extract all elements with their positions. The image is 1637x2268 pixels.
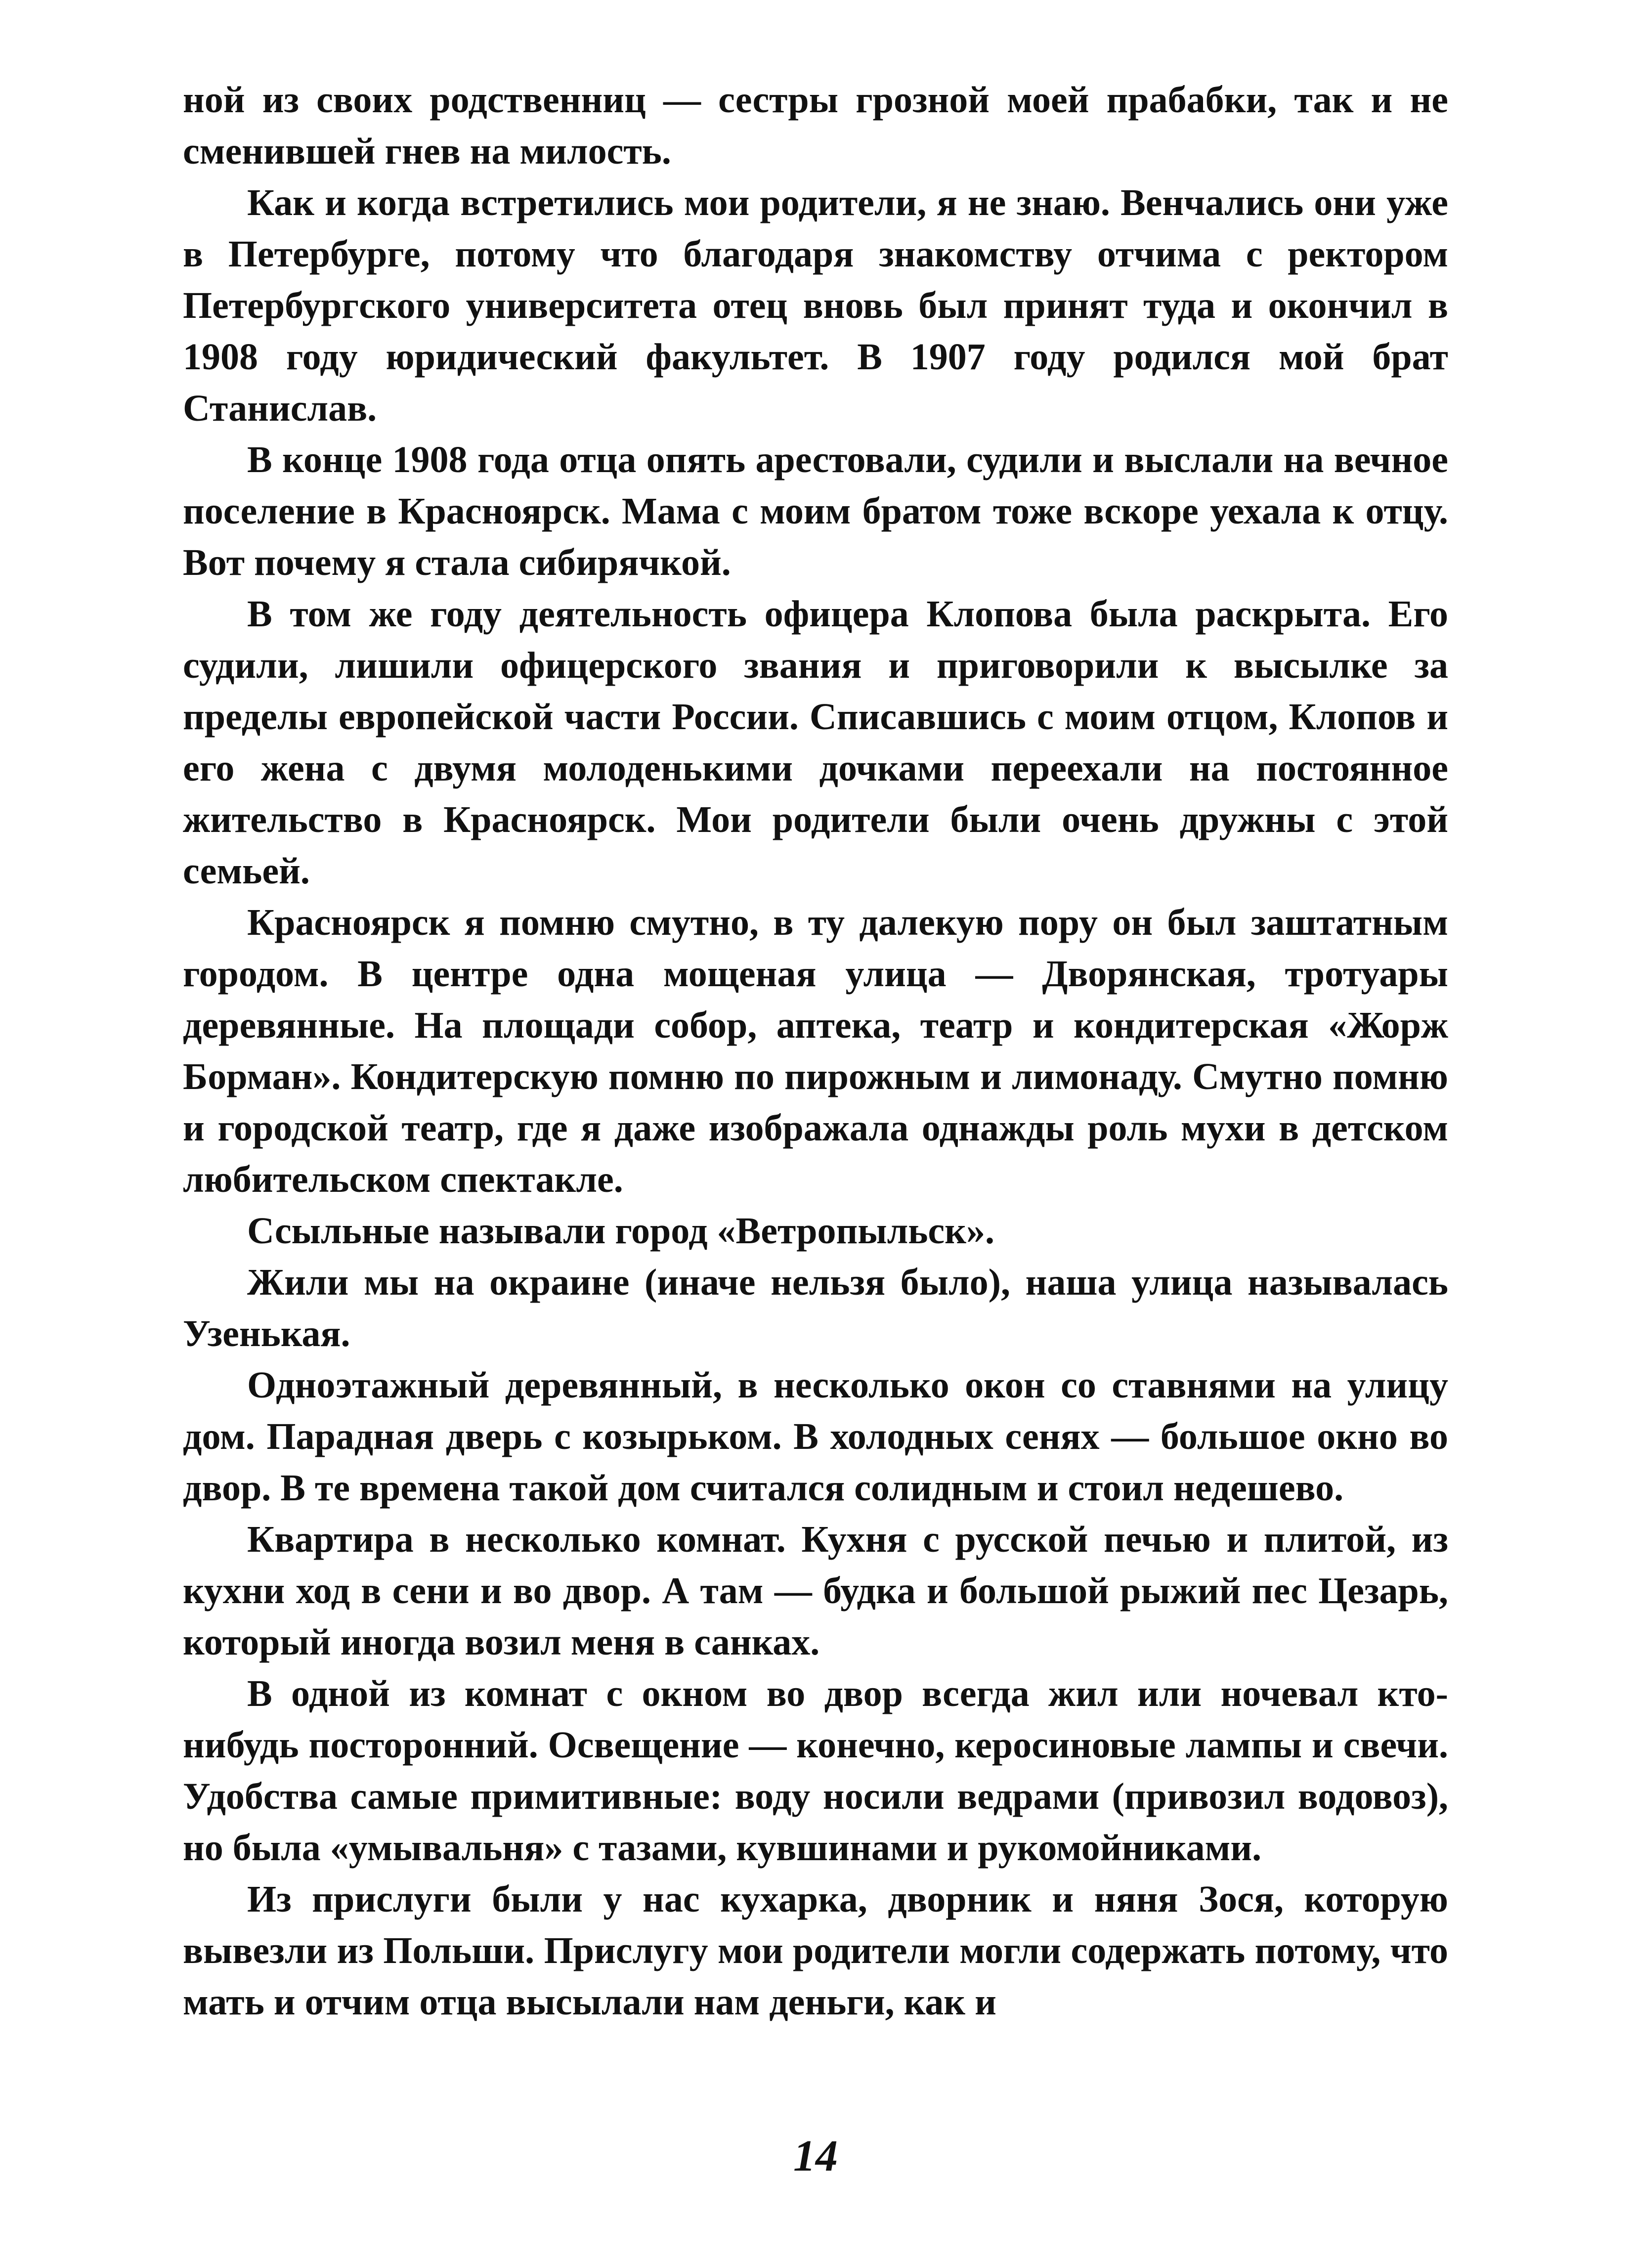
page-number: 14: [793, 2132, 838, 2181]
paragraph-8: Одноэтажный деревянный, в несколько окон со ставнями на улицу дом. Парадная дверь с козырьком. В холодных сенях — большое окно во двор. В те времена такой дом считался солидным и стоил недешево.: [183, 1364, 1448, 1509]
paragraph-4: В том же году деятельность офицера Клопова была раскрыта. Его судили, лишили офицерского звания и приговорили к высылке за пределы европейской части России. Списавшись с моим отцом, Клопов и его жена с двумя молоденькими дочками переехали на постоянное жительство в Красноярск. Мои родители были очень дружны с этой семьей.: [183, 593, 1448, 892]
paragraph-10: В одной из комнат с окном во двор всегда жил или ночевал кто-нибудь посторонний. Освещение — конечно, керосиновые лампы и свечи. Удобства самые примитивные: воду носили ведрами (привозил водовоз), но была «умывальня» с тазами, кувшинами и рукомойниками.: [183, 1673, 1448, 1869]
book-page: [183, 74, 1448, 2200]
paragraph-9: Квартира в несколько комнат. Кухня с русской печью и плитой, из кухни ход в сени и во двор. А там — будка и большой рыжий пес Цезарь, который иногда возил меня в санках.: [183, 1519, 1448, 1663]
paragraph-2: Как и когда встретились мои родители, я не знаю. Венчались они уже в Петербурге, потому что благодаря знакомству отчима с ректором Петербургского университета отец вновь был принят туда и окончил в 1908 году юридический факультет. В 1907 году родился мой брат Станислав.: [183, 182, 1448, 429]
paragraph-7: Жили мы на окраине (иначе нельзя было), наша улица называлась Узенькая.: [183, 1262, 1448, 1354]
paragraph-1: ной из своих родственниц — сестры грозной моей прабабки, так и не сменившей гнев на милость.: [183, 79, 1448, 172]
paragraph-3: В конце 1908 года отца опять арестовали, судили и выслали на вечное поселение в Красноярск. Мама с моим братом тоже вскоре уехала к отцу. Вот почему я стала сибирячкой.: [183, 439, 1448, 583]
body-text: [183, 74, 1448, 2028]
paragraph-11: Из прислуги были у нас кухарка, дворник и няня Зося, которую вывезли из Польши. Прислугу мои родители могли содержать потому, что мать и отчим отца высылали нам деньги, как и: [183, 1878, 1448, 2023]
paragraph-6: Ссыльные называли город «Ветропыльск».: [247, 1210, 994, 1252]
paragraph-5: Красноярск я помню смутно, в ту далекую пору он был заштатным городом. В центре одна мощеная улица — Дворянская, тротуары деревянные. На площади собор, аптека, театр и кондитерская «Жорж Борман». Кондитерскую помню по пирожным и лимонаду. Смутно помню и городской театр, где я даже изображала однажды роль мухи в детском любительском спектакле.: [183, 902, 1448, 1200]
